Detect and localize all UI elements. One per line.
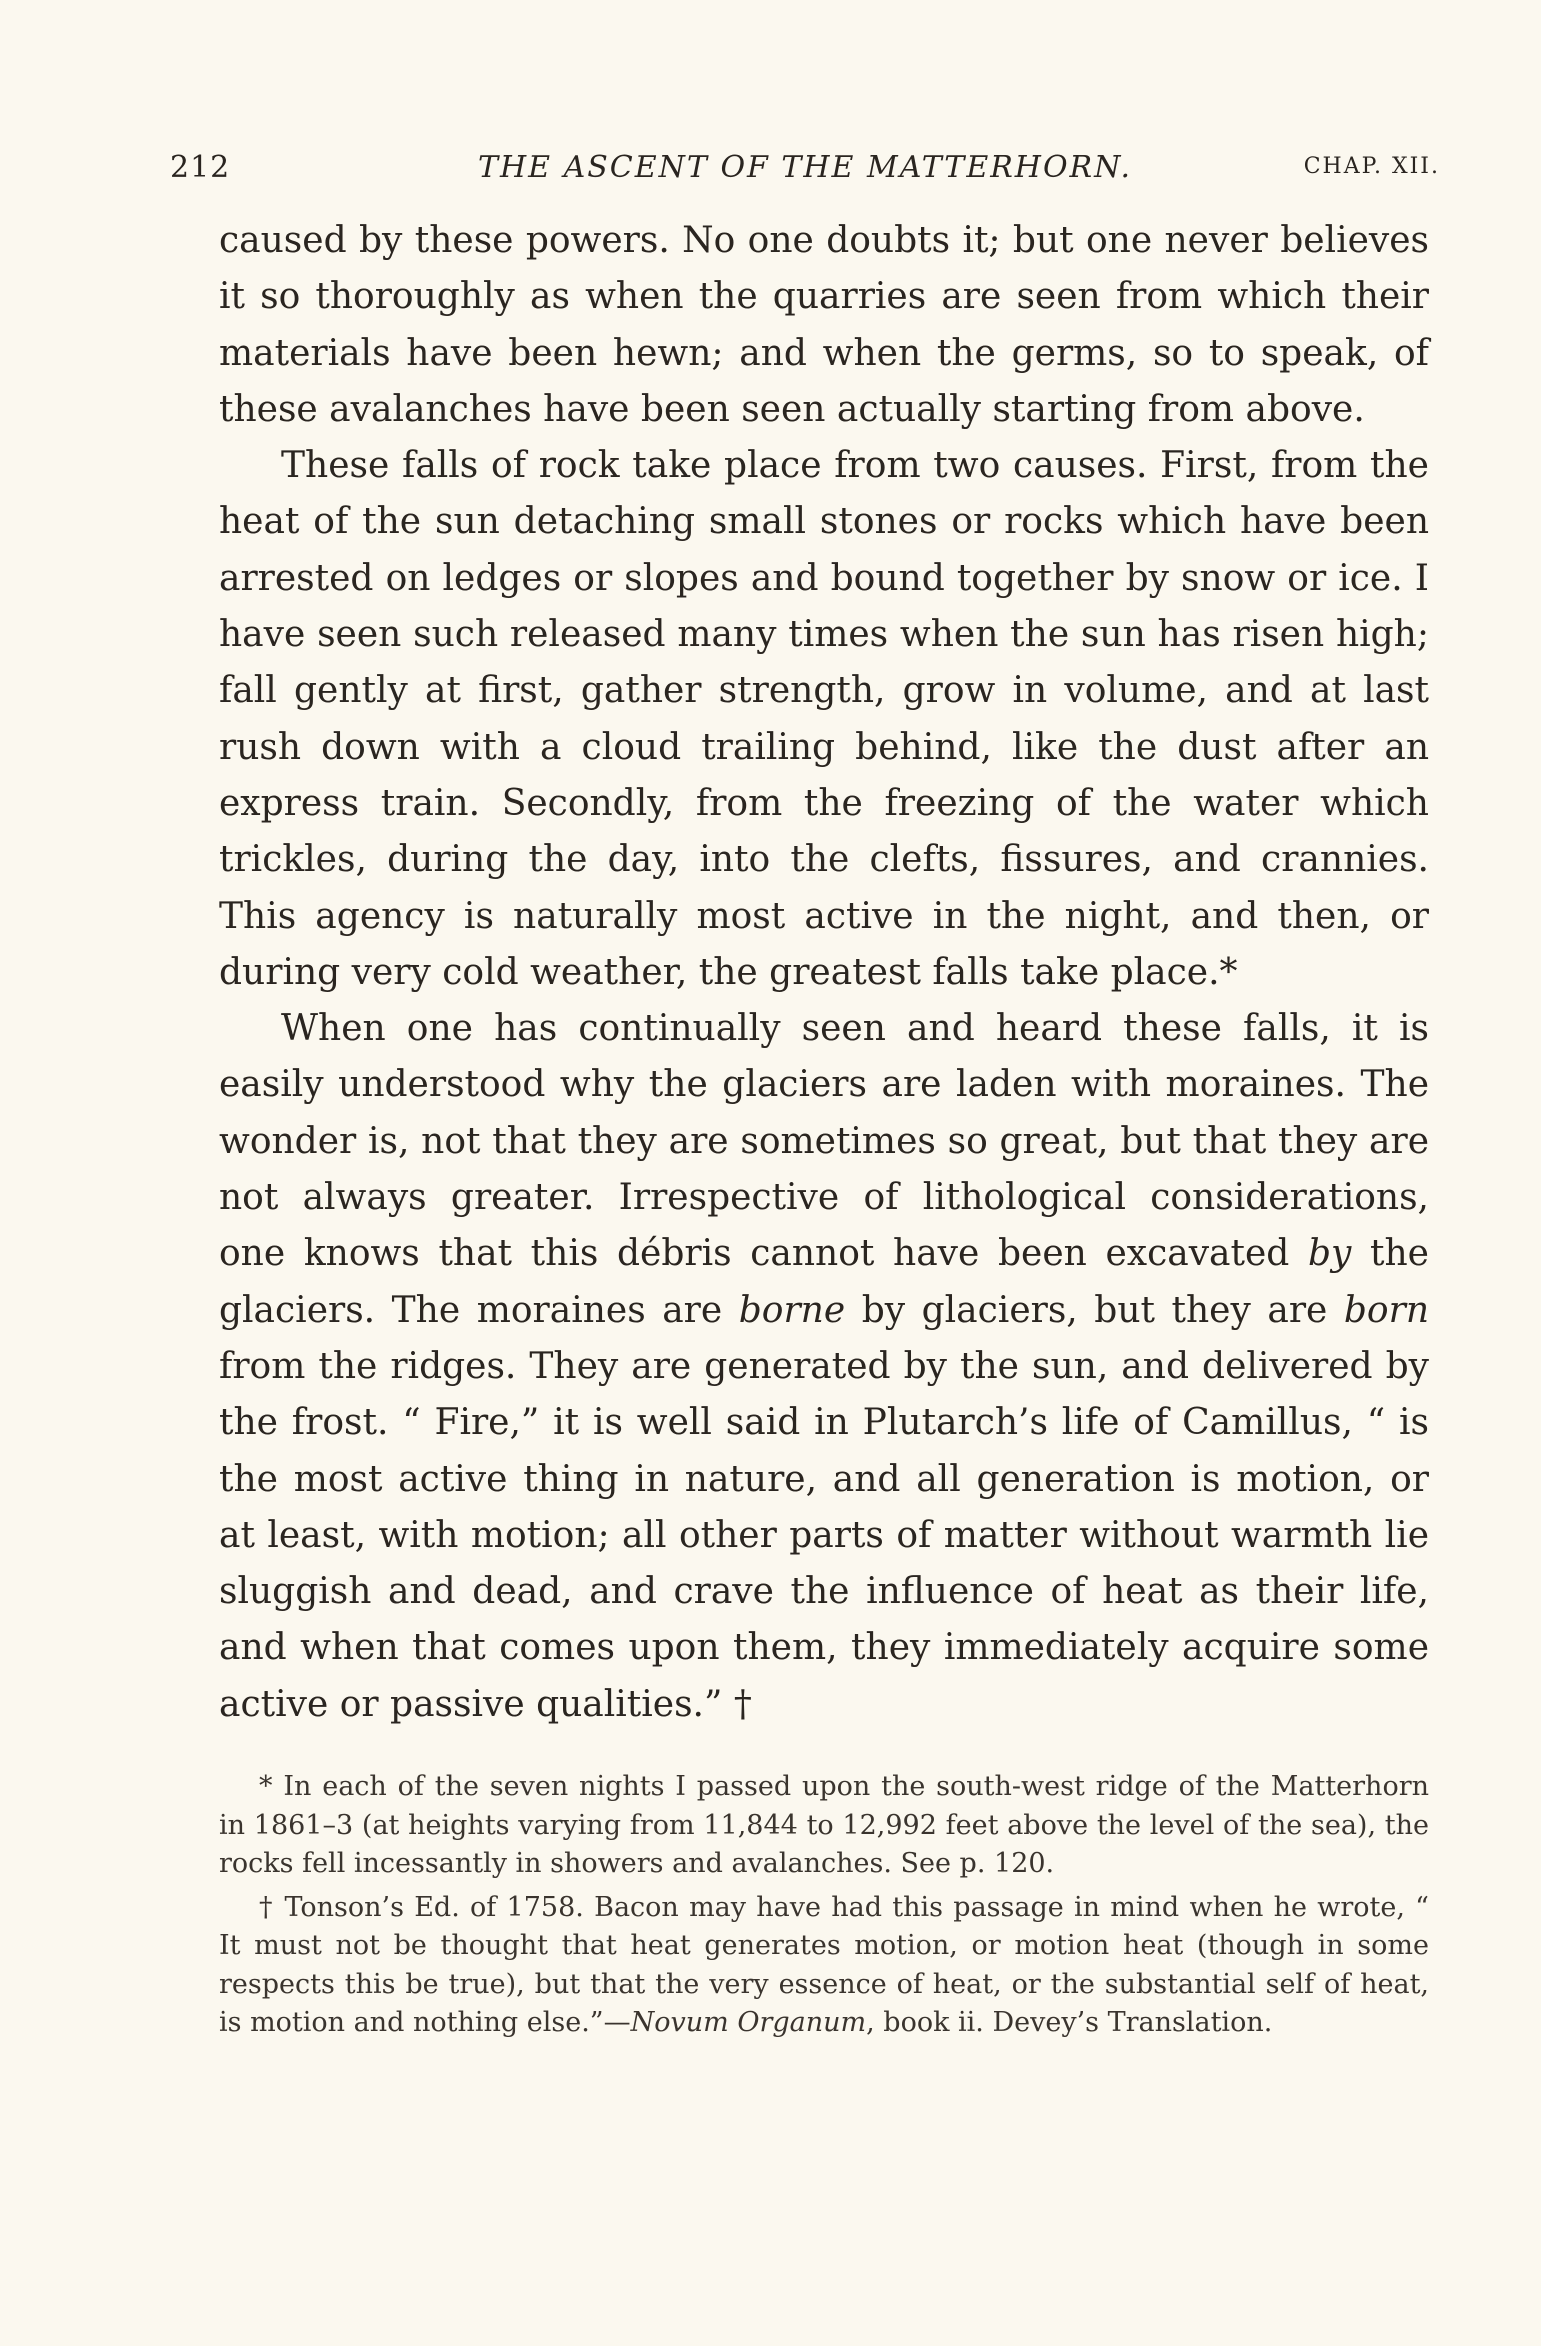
paragraph-3-text-d: from the ridges. They are generated by the sun, and delivered by the frost. “ Fire,” it is well said in Plutarch’s life of Camillus, “ is the most active thing in nature, and all generation is motion, or at least, with motion; all other parts of matter without warmth lie sluggish and dead, and crave the influence of heat as their life, and when that comes upon them, they immediately acquire some active or passive qualities.” † (219, 1345, 1429, 1725)
footnote-dagger-text-a: † Tonson’s Ed. of 1758. Bacon may have had this passage in mind when he wrote, “ It must not be thought that heat generates motion, or motion heat (though in some respects this be true), but that the very essence of heat, or the substantial self of heat, is motion and nothing else.”— (219, 1891, 1429, 2038)
page-header (170, 150, 1440, 190)
emphasis-born: born (1343, 1289, 1430, 1331)
footnote-dagger (219, 1889, 1429, 2043)
footnote-asterisk: * In each of the seven nights I passed upon the south-west ridge of the Matterhorn in 1861–3 (at heights varying from 11,844 to 12,992 feet above the level of the sea), the rocks fell incessantly in showers and avalanches. See p. 120. (219, 1771, 1429, 1879)
paragraph-3-text-c: by glaciers, but they are (845, 1289, 1344, 1331)
emphasis-borne: borne (738, 1289, 846, 1331)
footnote-title-novum-organum: Novum Organum (630, 2007, 867, 2038)
footnotes (219, 1768, 1429, 2048)
paragraph-1: caused by these powers. No one doubts it; but one never believes it so thoroughly as when the quarries are seen from which their materials have been hewn; and when the germs, so to speak, of these avalanches have been seen actually starting from above. (219, 220, 1429, 430)
paragraph-3-text-b: the glaciers. The moraines are (219, 1233, 1429, 1331)
paragraph-3-text-a: When one has continually seen and heard these falls, it is easily understood why the glaciers are laden with moraines. The wonder is, not that they are sometimes so great, but that they are not always greater. Irrespective of lithological considerations, one knows that this débris cannot have been excavated (219, 1008, 1429, 1275)
paragraph-3 (219, 1001, 1429, 1733)
emphasis-by: by (1307, 1233, 1352, 1275)
footnote-dagger-text-b: , book ii. Devey’s Translation. (866, 2007, 1273, 2038)
page-number: 212 (170, 150, 231, 185)
running-title: THE ASCENT OF THE MATTERHORN. (477, 150, 1133, 185)
chapter-reference: CHAP. XII. (1303, 154, 1440, 179)
paragraph-2: These falls of rock take place from two causes. First, from the heat of the sun detaching small stones or rocks which have been arrested on ledges or slopes and bound together by snow or ice. I have seen such released many times when the sun has risen high; fall gently at first, gather strength, grow in volume, and at last rush down with a cloud trailing behind, like the dust after an express train. Secondly, from the freezing of the water which trickles, during the day, into the clefts, fissures, and crannies. This agency is naturally most active in the night, and then, or during very cold weather, the greatest falls take place.* (219, 445, 1429, 993)
body-text (219, 213, 1429, 1733)
